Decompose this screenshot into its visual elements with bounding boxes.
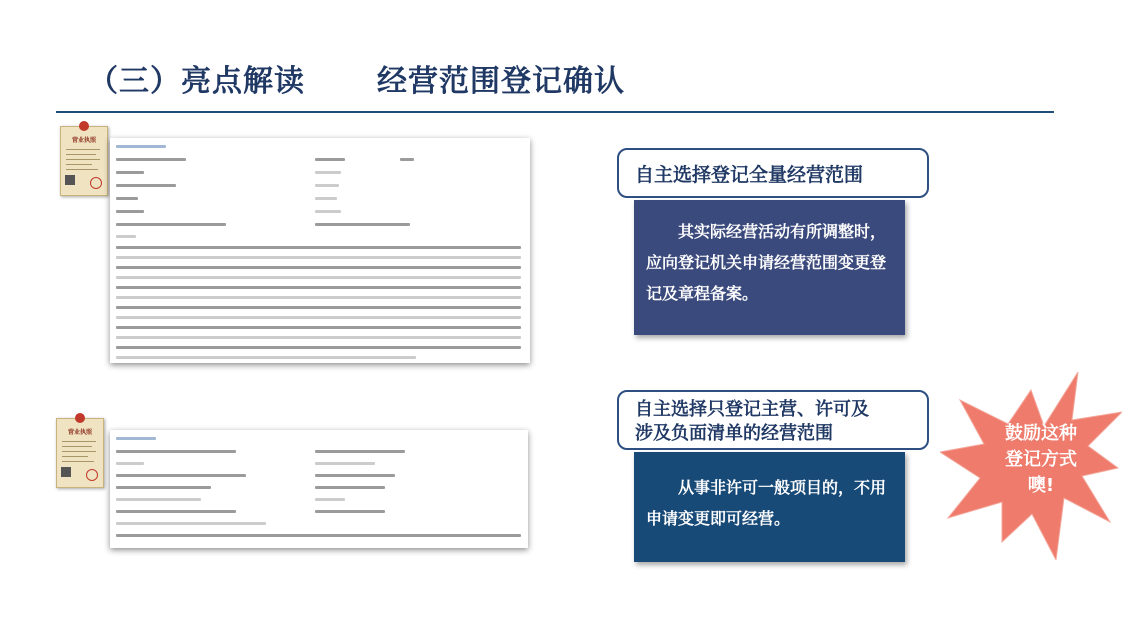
title-divider (56, 111, 1054, 113)
callout-heading-full-scope: 自主选择登记全量经营范围 (617, 148, 929, 198)
slide-title: （三）亮点解读 (88, 64, 305, 99)
starburst-line2: 登记方式 (1005, 449, 1077, 470)
business-license-image (56, 418, 104, 488)
national-emblem-icon (79, 121, 89, 131)
registration-document-full-scope (110, 138, 530, 363)
national-emblem-icon (75, 413, 85, 423)
slide-subtitle: 经营范围登记确认 (377, 64, 625, 99)
starburst-line1: 鼓励这种 (1005, 423, 1077, 444)
qr-code-icon (61, 467, 71, 477)
callout-panel-main-scope (634, 452, 905, 562)
callout-body-main-scope: 从事非许可一般项目的，不用申请变更即可经营。 (646, 478, 887, 528)
license-title: 营业执照 (71, 137, 96, 144)
starburst-text (996, 421, 1086, 499)
callout-body-full-scope: 其实际经营活动有所调整时，应向登记机关申请经营范围变更登记及章程备案。 (646, 222, 887, 303)
callout-panel-full-scope (634, 200, 905, 335)
official-seal-icon (86, 469, 98, 481)
business-license-image (60, 126, 108, 196)
callout-heading-line2: 涉及负面清单的经营范围 (635, 423, 833, 444)
callout-heading-line1: 自主选择只登记主营、许可及 (635, 399, 869, 420)
license-title: 营业执照 (67, 429, 92, 436)
registration-document-main-scope (110, 430, 528, 548)
starburst-line3: 噢! (1027, 475, 1055, 496)
qr-code-icon (65, 175, 75, 185)
official-seal-icon (90, 177, 102, 189)
callout-heading-main-scope (617, 390, 929, 450)
